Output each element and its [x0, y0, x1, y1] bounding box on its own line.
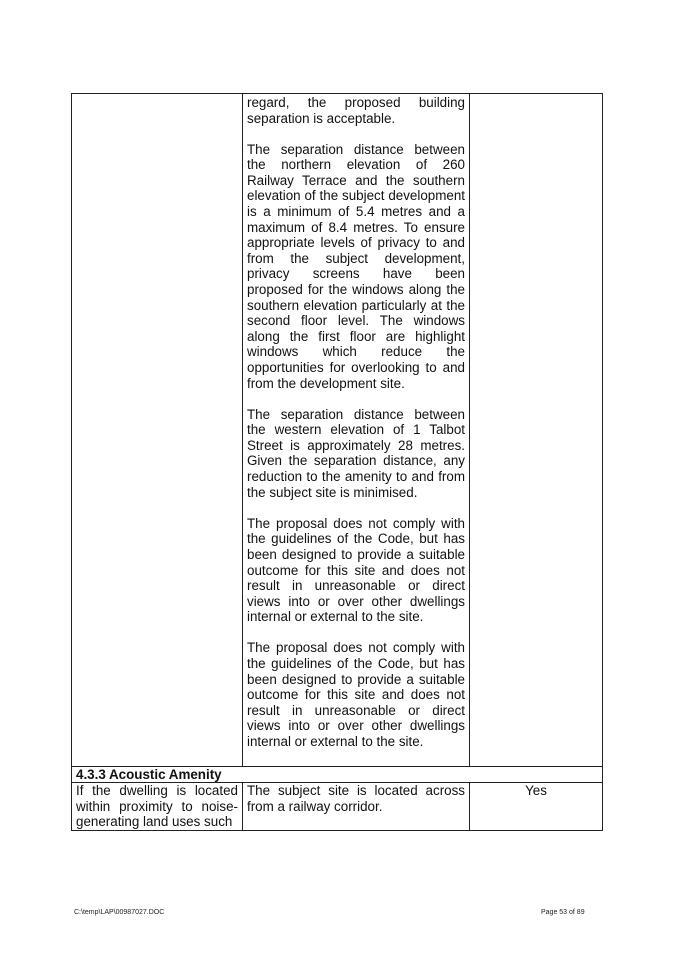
footer-file-path: C:\temp\LAP\00987027.DOC — [74, 909, 165, 916]
assessment-paragraph: The separation distance between the western elevation of 1 Talbot Street is approximately 28 metres. Given the separation distance, any reduction to the amenity to and from the subject site is minimised. — [247, 406, 465, 500]
assessment-paragraph: The proposal does not comply with the guidelines of the Code, but has been designed to provide a suitable outcome for this site and does not result in unreasonable or direct views into or over other dwellings internal or external to the site. — [247, 515, 465, 625]
section-heading-row — [72, 766, 603, 783]
section-heading: 4.3.3 Acoustic Amenity — [72, 766, 603, 783]
assessment-table — [71, 93, 603, 831]
guideline-cell: If the dwelling is located within proximity to noise-generating land uses such — [72, 783, 243, 831]
assessment-paragraph: regard, the proposed building separation is acceptable. — [247, 95, 465, 126]
complies-cell: Yes — [470, 783, 603, 831]
assessment-paragraph: The separation distance between the northern elevation of 260 Railway Terrace and the southern elevation of the subject development is a minimum of 5.4 metres and a maximum of 8.4 metres. To ensure appropriate levels of privacy to and from the subject development, privacy screens have been proposed for the windows along the southern elevation particularly at the second floor level. The windows along the first floor are highlight windows which reduce the opportunities for overlooking to and from the development site. — [247, 141, 465, 391]
table-row — [72, 783, 603, 831]
footer-page-number: Page 53 of 89 — [541, 909, 585, 916]
assessment-cell — [243, 94, 470, 767]
guideline-cell — [72, 94, 243, 767]
complies-cell — [470, 94, 603, 767]
table-row — [72, 94, 603, 767]
assessment-cell: The subject site is located across from a railway corridor. — [243, 783, 470, 831]
assessment-paragraph: The proposal does not comply with the guidelines of the Code, but has been designed to provide a suitable outcome for this site and does not result in unreasonable or direct views into or over other dwellings internal or external to the site. — [247, 640, 465, 749]
